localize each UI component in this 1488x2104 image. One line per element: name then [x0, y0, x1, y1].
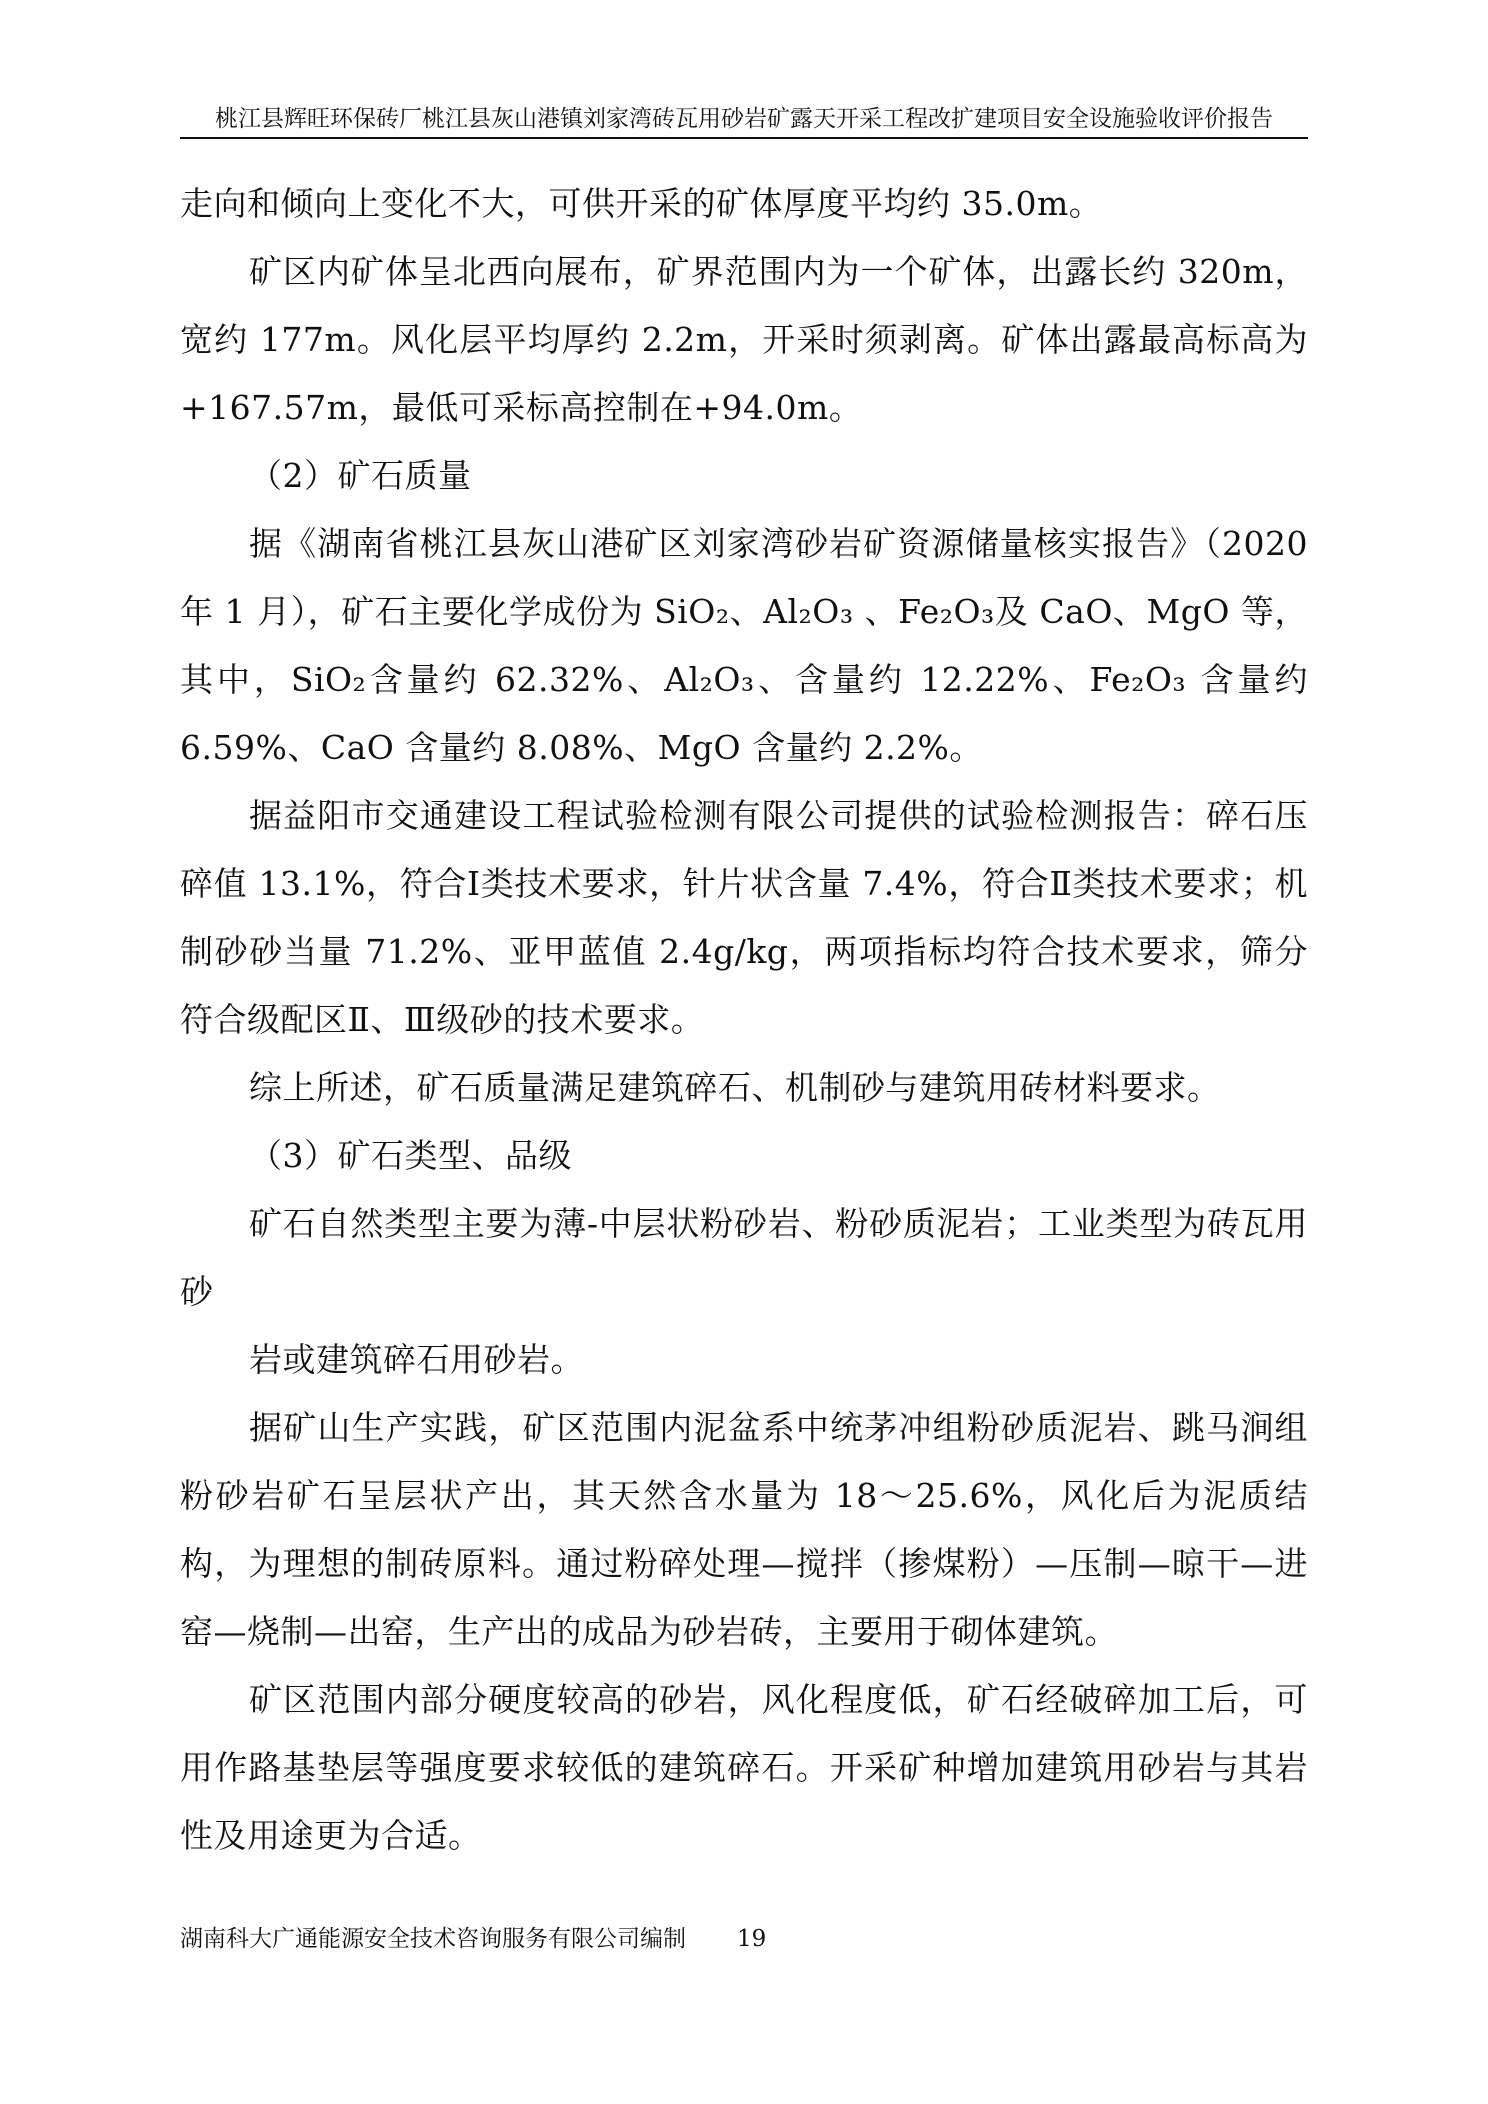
document-body: [180, 170, 1308, 1870]
paragraph: 矿区内矿体呈北西向展布，矿界范围内为一个矿体，出露长约 320m，宽约 177m。风化层平均厚约 2.2m，开采时须剥离。矿体出露最高标高为+167.57m，最低可采标高控制在+94.0m。: [180, 252, 1308, 427]
paragraph: 走向和倾向上变化不大，可供开采的矿体厚度平均约 35.0m。: [180, 184, 1103, 223]
page-header: 桃江县辉旺环保砖厂桃江县灰山港镇刘家湾砖瓦用砂岩矿露天开采工程改扩建项目安全设施验收评价报告: [215, 106, 1273, 132]
header-divider: [180, 137, 1308, 139]
paragraph: 岩或建筑碎石用砂岩。: [249, 1340, 584, 1379]
paragraph: 矿区范围内部分硬度较高的砂岩，风化程度低，矿石经破碎加工后，可用作路基垫层等强度要求较低的建筑碎石。开采矿种增加建筑用砂岩与其岩性及用途更为合适。: [180, 1680, 1308, 1855]
section-heading: （2）矿石质量: [249, 456, 472, 495]
paragraph: 矿石自然类型主要为薄-中层状粉砂岩、粉砂质泥岩；工业类型为砖瓦用砂: [180, 1204, 1308, 1311]
paragraph: 据矿山生产实践，矿区范围内泥盆系中统茅冲组粉砂质泥岩、跳马涧组粉砂岩矿石呈层状产出，其天然含水量为 18～25.6%，风化后为泥质结构，为理想的制砖原料。通过粉碎处理—搅拌（掺煤粉）—压制—晾干—进窑—烧制—出窑，生产出的成品为砂岩砖，主要用于砌体建筑。: [180, 1408, 1308, 1651]
section-heading: （3）矿石类型、品级: [249, 1136, 572, 1175]
paragraph: 综上所述，矿石质量满足建筑碎石、机制砂与建筑用砖材料要求。: [249, 1068, 1221, 1107]
paragraph: 据益阳市交通建设工程试验检测有限公司提供的试验检测报告：碎石压碎值 13.1%，符合Ⅰ类技术要求，针片状含量 7.4%，符合Ⅱ类技术要求；机制砂砂当量 71.2%、亚甲蓝值 2.4g/kg，两项指标均符合技术要求，筛分符合级配区Ⅱ、Ⅲ级砂的技术要求。: [180, 796, 1308, 1039]
page-footer: 湖南科大广通能源安全技术咨询服务有限公司编制: [180, 1926, 686, 1952]
page-number: 19: [737, 1926, 767, 1952]
paragraph: 据《湖南省桃江县灰山港矿区刘家湾砂岩矿资源储量核实报告》（2020 年 1 月），矿石主要化学成份为 SiO₂、Al₂O₃ 、Fe₂O₃及 CaO、MgO 等，其中，SiO₂含量约 62.32%、Al₂O₃、含量约 12.22%、Fe₂O₃ 含量约 6.59%、CaO 含量约 8.08%、MgO 含量约 2.2%。: [180, 524, 1308, 767]
